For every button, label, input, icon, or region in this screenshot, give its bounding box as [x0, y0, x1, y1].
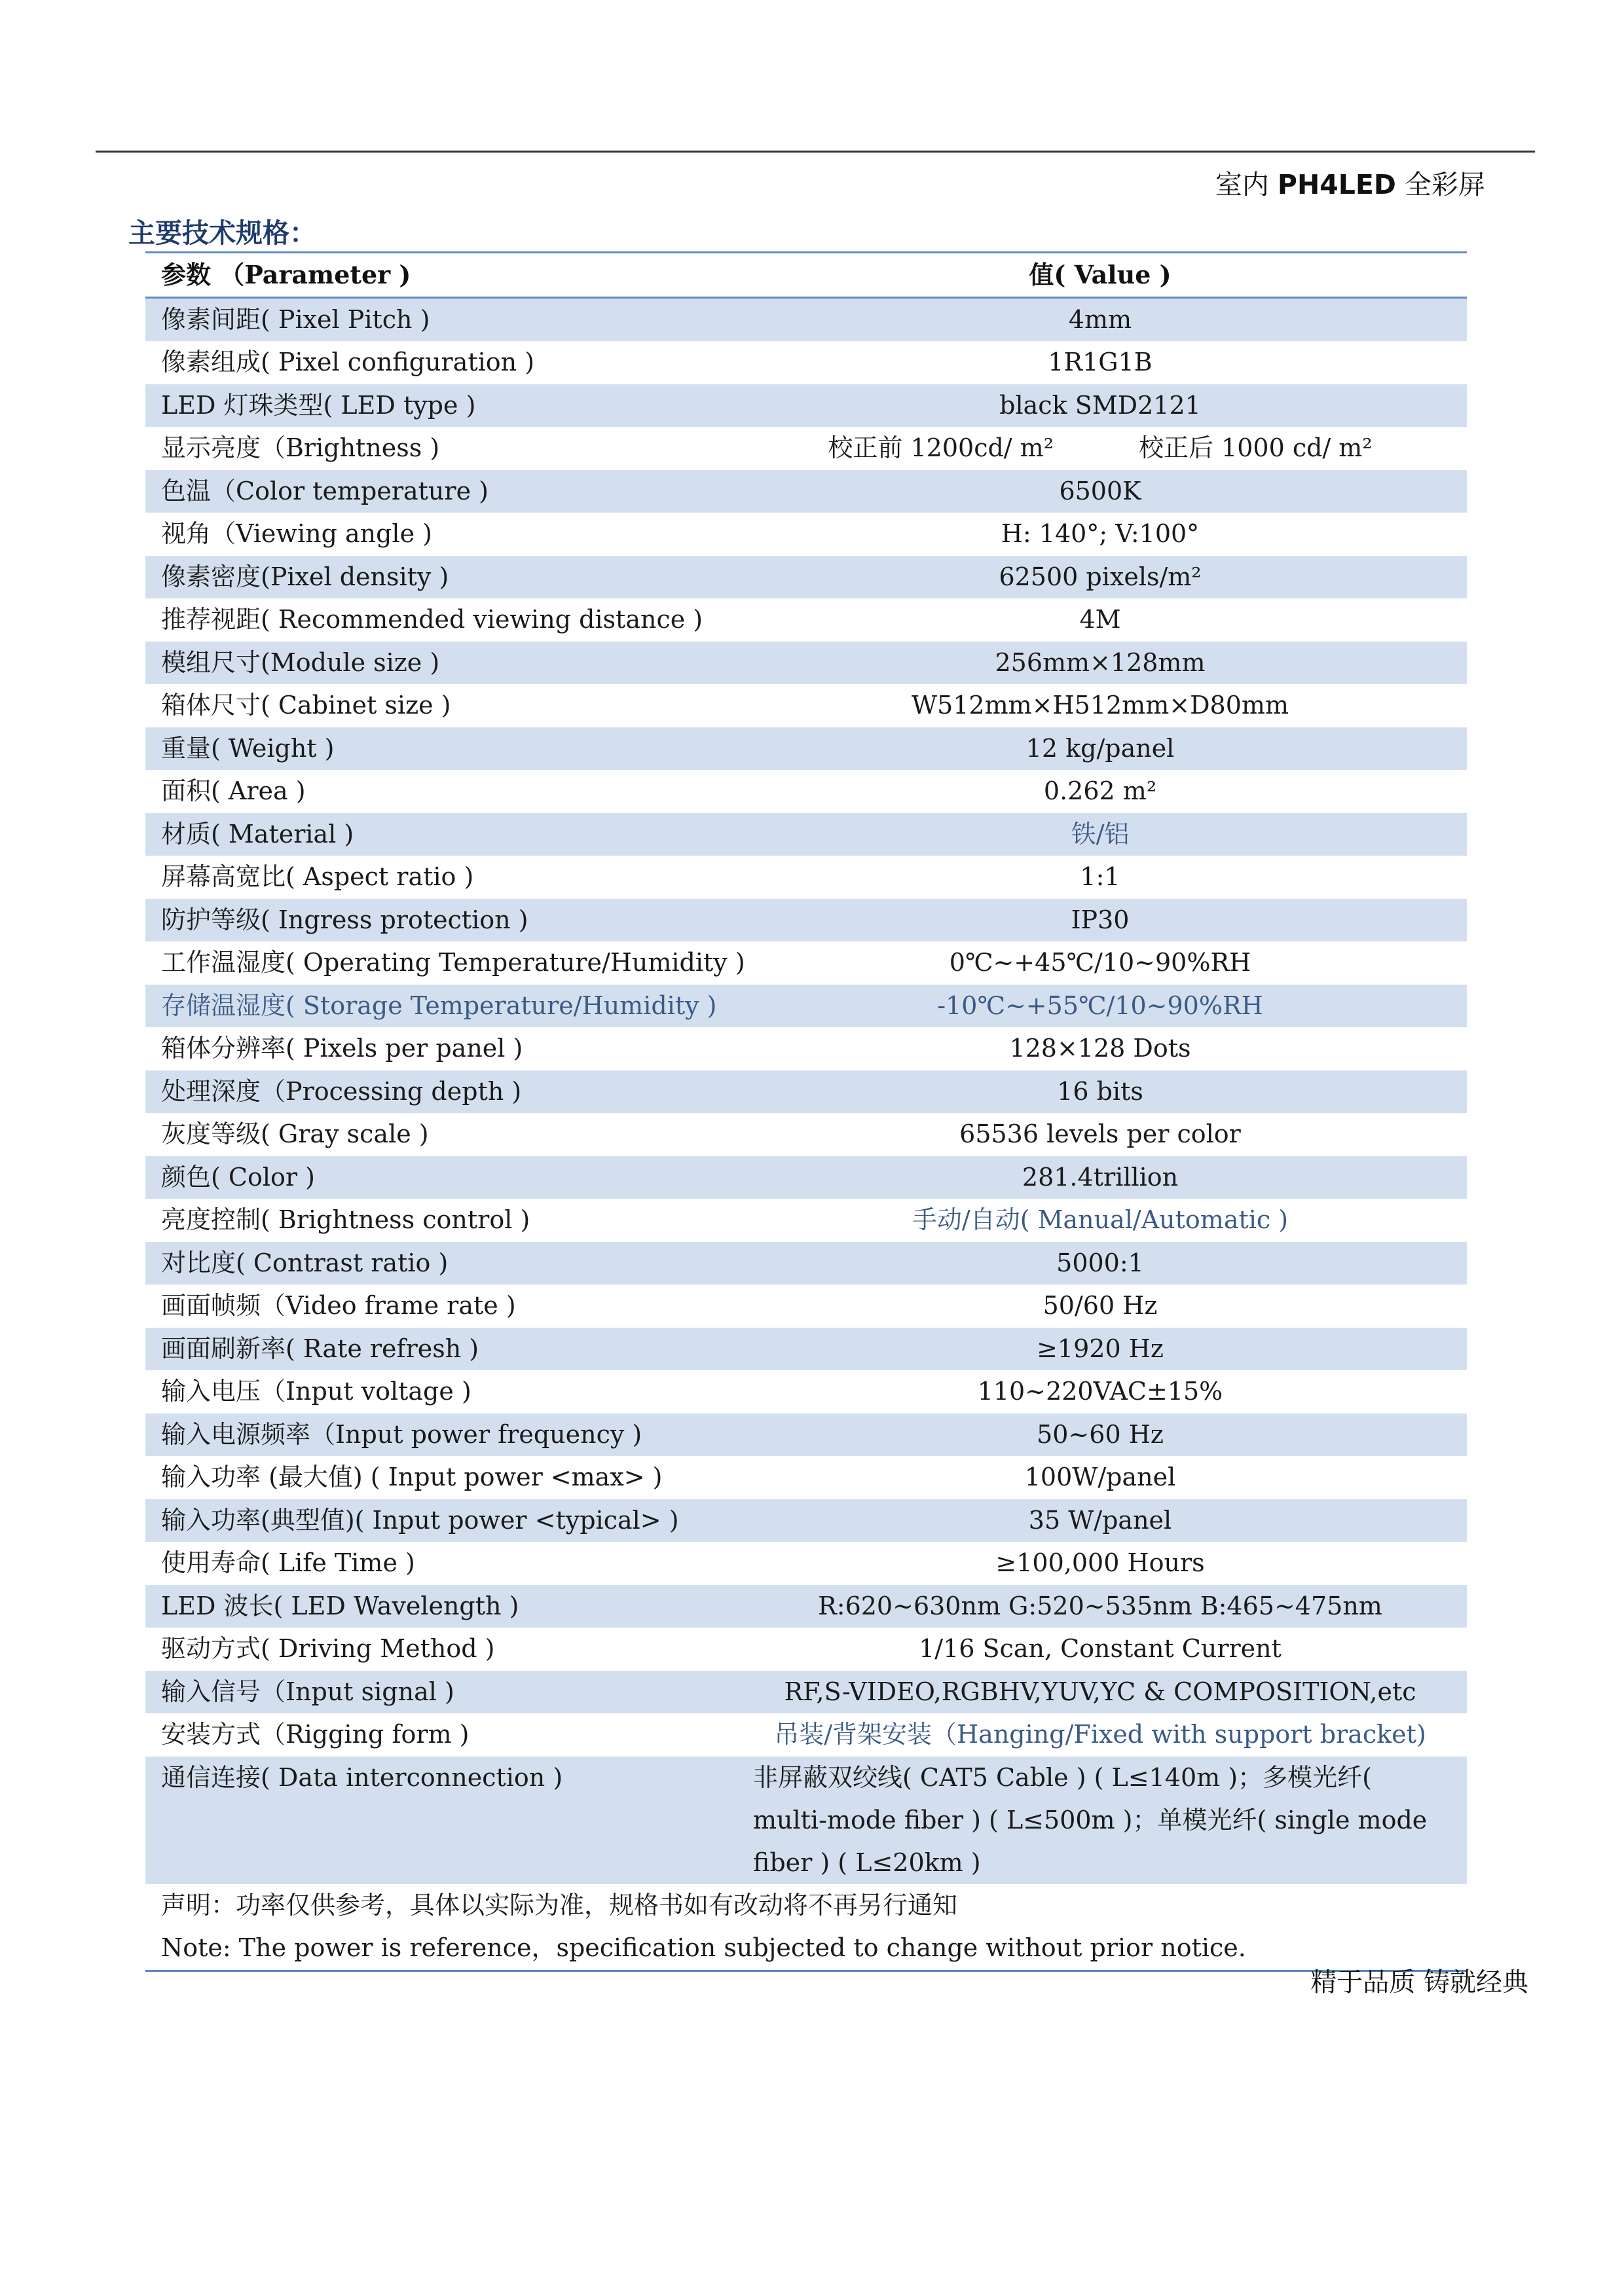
table-row	[145, 684, 1467, 727]
value-cell: 65536 levels per color	[959, 1120, 1241, 1148]
document-header-title	[1215, 166, 1485, 203]
table-row	[145, 770, 1467, 813]
brightness-before-calibration: 校正前 1200cd/ m²	[828, 433, 1054, 462]
value-cell: -10℃~+55℃/10~90%RH	[937, 991, 1263, 1020]
value-cell: 62500 pixels/m²	[999, 562, 1202, 591]
param-cell: 像素密度(Pixel density )	[161, 562, 449, 591]
table-row	[145, 813, 1467, 856]
value-cell: 281.4trillion	[1022, 1162, 1179, 1192]
param-cell: 安装方式（Rigging form )	[161, 1720, 470, 1749]
table-header-row	[145, 253, 1467, 298]
table-row	[145, 341, 1467, 384]
table-row	[145, 856, 1467, 899]
value-cell: 吊装/背架安装（Hanging/Fixed with support bracket)	[774, 1720, 1426, 1749]
value-cell: 5000:1	[1056, 1248, 1144, 1277]
value-cell: 16 bits	[1057, 1076, 1143, 1106]
param-cell: 使用寿命( Life Time )	[161, 1548, 415, 1577]
value-cell: 6500K	[1059, 476, 1141, 505]
table-row	[145, 1628, 1467, 1671]
param-cell: 驱动方式( Driving Method )	[161, 1634, 495, 1663]
param-cell: 材质( Material )	[161, 819, 354, 848]
param-cell: 显示亮度（Brightness )	[161, 433, 440, 462]
table-row	[145, 1585, 1467, 1628]
param-cell: 像素组成( Pixel configuration )	[161, 348, 535, 376]
header-title-suffix: 全彩屏	[1395, 169, 1485, 200]
table-row	[145, 556, 1467, 599]
value-cell: W512mm×H512mm×D80mm	[912, 691, 1289, 720]
table-row	[145, 384, 1467, 428]
table-row	[145, 1713, 1467, 1757]
value-cell: 1/16 Scan, Constant Current	[919, 1634, 1282, 1663]
param-cell: 推荐视距( Recommended viewing distance )	[161, 605, 703, 634]
table-row	[145, 1413, 1467, 1457]
param-cell: LED 波长( LED Wavelength )	[161, 1591, 519, 1620]
param-cell: 输入电压（Input voltage )	[161, 1377, 471, 1406]
value-cell: ≥100,000 Hours	[995, 1548, 1205, 1577]
note-row-en	[145, 1927, 1467, 1971]
param-cell: 处理深度（Processing depth )	[161, 1076, 522, 1106]
value-cell: H: 140°; V:100°	[1001, 519, 1200, 548]
value-cell: 4mm	[1068, 304, 1132, 334]
value-cell: 50~60 Hz	[1037, 1419, 1164, 1449]
table-row	[145, 1285, 1467, 1328]
value-cell: 0.262 m²	[1043, 776, 1157, 805]
value-cell: 110~220VAC±15%	[977, 1377, 1223, 1406]
param-cell: 输入信号（Input signal )	[161, 1677, 454, 1706]
param-cell: 画面帧频（Video frame rate )	[161, 1291, 516, 1320]
value-cell: 1R1G1B	[1048, 348, 1153, 376]
table-row	[145, 1027, 1467, 1070]
header-title-cn: 室内	[1215, 169, 1278, 200]
value-cell: R:620~630nm G:520~535nm B:465~475nm	[818, 1591, 1382, 1620]
value-cell: 12 kg/panel	[1025, 733, 1175, 763]
value-cell: black SMD2121	[999, 390, 1201, 420]
table-row	[145, 985, 1467, 1028]
section-title: 主要技术规格：	[128, 217, 316, 249]
header-rule	[96, 151, 1535, 153]
param-cell: 亮度控制( Brightness control )	[161, 1205, 530, 1234]
table-row	[145, 1113, 1467, 1156]
value-cell: 128×128 Dots	[1009, 1034, 1191, 1063]
table-row	[145, 1156, 1467, 1199]
table-row	[145, 513, 1467, 556]
table-row	[145, 427, 1467, 470]
table-row	[145, 1456, 1467, 1499]
param-column-header: 参数 （Parameter )	[161, 260, 411, 289]
table-row	[145, 642, 1467, 685]
table-row	[145, 1370, 1467, 1413]
table-row	[145, 1757, 1467, 1884]
table-row	[145, 470, 1467, 513]
table-row	[145, 1070, 1467, 1114]
param-cell: 灰度等级( Gray scale )	[161, 1120, 429, 1148]
table-row	[145, 941, 1467, 985]
table-row	[145, 727, 1467, 771]
param-cell: 屏幕高宽比( Aspect ratio )	[161, 862, 474, 891]
value-cell	[733, 427, 1467, 470]
table-row	[145, 1542, 1467, 1585]
value-cell: 256mm×128mm	[995, 647, 1206, 677]
param-cell: 输入功率 (最大值) ( Input power <max> )	[161, 1463, 663, 1491]
param-cell: 面积( Area )	[161, 776, 306, 805]
param-cell: 防护等级( Ingress protection )	[161, 905, 528, 934]
table-row	[145, 1328, 1467, 1371]
disclaimer-cn: 声明：功率仅供参考，具体以实际为准，规格书如有改动将不再另行通知	[145, 1884, 1467, 1927]
spec-table	[145, 251, 1467, 1972]
param-cell: 重量( Weight )	[161, 733, 335, 763]
value-cell: 非屏蔽双绞线( CAT5 Cable ) ( L≤140m )；多模光纤( multi-mode fiber ) ( L≤500m )；单模光纤( single mode fiber ) ( L≤20km )	[753, 1762, 1428, 1877]
param-cell: LED 灯珠类型( LED type )	[161, 390, 476, 420]
value-cell: 35 W/panel	[1028, 1505, 1172, 1535]
param-cell: 输入功率(典型值)( Input power <typical> )	[161, 1505, 679, 1535]
note-row-cn	[145, 1884, 1467, 1927]
param-cell: 存储温湿度( Storage Temperature/Humidity )	[161, 991, 717, 1020]
table-row	[145, 598, 1467, 642]
header-title-model: PH4LED	[1277, 169, 1396, 200]
param-cell: 颜色( Color )	[161, 1162, 315, 1192]
table-row	[145, 1671, 1467, 1714]
table-row	[145, 1199, 1467, 1242]
value-cell: 4M	[1079, 605, 1121, 634]
value-cell: 1:1	[1080, 862, 1120, 891]
param-cell: 通信连接( Data interconnection )	[161, 1762, 563, 1792]
param-cell: 输入电源频率（Input power frequency )	[161, 1419, 642, 1449]
param-cell: 箱体尺寸( Cabinet size )	[161, 691, 451, 720]
value-cell: 100W/panel	[1024, 1463, 1176, 1491]
table-row	[145, 1499, 1467, 1542]
value-cell: 50/60 Hz	[1043, 1291, 1158, 1320]
param-cell: 像素间距( Pixel Pitch )	[161, 304, 430, 334]
param-cell: 箱体分辨率( Pixels per panel )	[161, 1034, 523, 1063]
brightness-after-calibration: 校正后 1000 cd/ m²	[1138, 433, 1373, 462]
table-row	[145, 899, 1467, 942]
table-row	[145, 297, 1467, 341]
param-cell: 工作温湿度( Operating Temperature/Humidity )	[161, 948, 745, 977]
table-row	[145, 1242, 1467, 1285]
value-cell: 铁/铝	[1071, 819, 1130, 848]
value-column-header: 值( Value )	[1029, 260, 1172, 289]
disclaimer-en: Note: The power is reference，specification subjected to change without prior notice.	[145, 1927, 1467, 1971]
param-cell: 模组尺寸(Module size )	[161, 647, 440, 677]
value-cell: RF,S-VIDEO,RGBHV,YUV,YC & COMPOSITION,etc	[784, 1677, 1416, 1706]
value-cell: 0℃~+45℃/10~90%RH	[949, 948, 1251, 977]
footer-slogan: 精于品质 铸就经典	[1310, 1967, 1528, 1997]
value-cell: 手动/自动( Manual/Automatic )	[912, 1205, 1289, 1234]
value-cell: ≥1920 Hz	[1037, 1334, 1164, 1363]
param-cell: 画面刷新率( Rate refresh )	[161, 1334, 479, 1363]
param-cell: 对比度( Contrast ratio )	[161, 1248, 449, 1277]
param-cell: 视角（Viewing angle )	[161, 519, 432, 548]
value-cell: IP30	[1071, 905, 1130, 934]
param-cell: 色温（Color temperature )	[161, 476, 489, 505]
